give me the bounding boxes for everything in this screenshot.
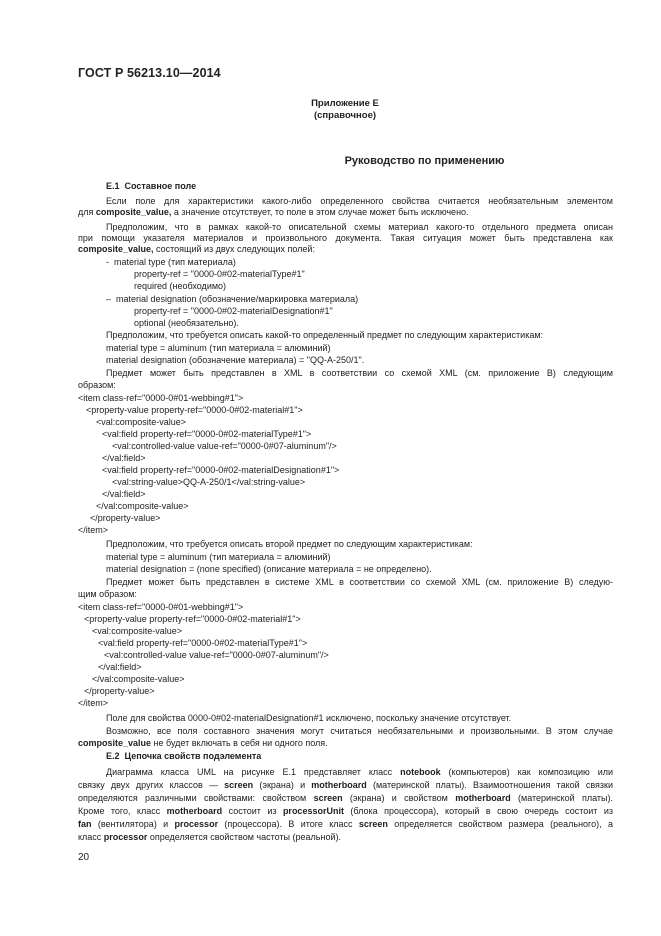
paragraph-line: Предположим, что в рамках какой-то описательной схемы материал какого-то отдельного предмета описан: [106, 222, 613, 232]
paragraph-line: Предмет может быть представлен в системе XML в соответствии со схемой XML (см. приложение В) следую-: [106, 577, 613, 587]
xml-code-line: <val:composite-value>: [96, 417, 187, 427]
xml-code-line: </item>: [78, 698, 109, 708]
xml-code-line: <val:controlled-value value-ref="0000-0#07-aluminum"/>: [112, 441, 337, 451]
document-header: ГОСТ Р 56213.10—2014: [78, 66, 221, 80]
paragraph-line: material designation (обозначение материала) = "QQ-A-250/1".: [106, 355, 365, 365]
list-item: – material designation (обозначение/маркировка материала): [106, 294, 359, 304]
xml-code-line: <val:composite-value>: [92, 626, 183, 636]
xml-code-line: <item class-ref="0000-0#01-webbing#1">: [78, 393, 244, 403]
paragraph-line: связку двух других классов — screen (экрана) и motherboard (материнской платы). Взаимоотношения такой связки: [78, 780, 613, 790]
xml-code-line: <property-value property-ref="0000-0#02-material#1">: [84, 614, 301, 624]
paragraph-line: Возможно, все поля составного значения могут считаться необязательными и произвольными. В этом случае: [106, 726, 613, 736]
section-heading-e1: Е.1 Составное поле: [106, 181, 197, 191]
paragraph-line: Предположим, что требуется описать второй предмет по следующим характеристикам:: [106, 539, 473, 549]
paragraph-line: при помощи указателя материалов и произвольного документа. Такая ситуация может быть представлена как: [78, 233, 613, 243]
xml-code-line: <val:string-value>QQ-A-250/1</val:string-value>: [112, 477, 306, 487]
appendix-title: Руководство по применению: [344, 155, 505, 167]
paragraph-line: Поле для свойства 0000-0#02-materialDesignation#1 исключено, поскольку значение отсутствует.: [106, 713, 512, 723]
paragraph-line: material type = aluminum (тип материала = алюминий): [106, 343, 331, 353]
paragraph-line: щим образом:: [78, 589, 137, 599]
page-number: 20: [78, 852, 90, 863]
paragraph-line: для composite_value, а значение отсутствует, то поле в этом случае может быть исключено.: [78, 207, 469, 217]
xml-code-line: <val:field property-ref="0000-0#02-materialType#1">: [98, 638, 308, 648]
xml-code-line: <val:field property-ref="0000-0#02-materialType#1">: [102, 429, 312, 439]
paragraph-line: composite_value, состоящий из двух следующих полей:: [78, 244, 315, 254]
list-item: - material type (тип материала): [106, 257, 236, 267]
list-item-detail: required (необходимо): [134, 281, 227, 291]
paragraph-line: composite_value не будет включать в себя ни одного поля.: [78, 738, 328, 748]
list-item-detail: property-ref = "0000-0#02-materialType#1": [134, 269, 305, 279]
section-heading-e2: Е.2 Цепочка свойств подэлемента: [106, 751, 262, 761]
xml-code-line: </val:field>: [98, 662, 142, 672]
paragraph-line: класс processor определяется свойством частоты (реальной).: [78, 832, 341, 842]
xml-code-line: <property-value property-ref="0000-0#02-material#1">: [86, 405, 303, 415]
paragraph-line: fan (вентилятора) и processor (процессора). В итоге класс screen определяется свойством размера (реального), а: [78, 819, 613, 829]
xml-code-line: <val:controlled-value value-ref="0000-0#07-aluminum"/>: [104, 650, 329, 660]
paragraph-line: Предположим, что требуется описать какой-то определенный предмет по следующим характеристикам:: [106, 330, 544, 340]
xml-code-line: <val:field property-ref="0000-0#02-materialDesignation#1">: [102, 465, 340, 475]
xml-code-line: </item>: [78, 525, 109, 535]
xml-code-line: <item class-ref="0000-0#01-webbing#1">: [78, 602, 244, 612]
paragraph-line: образом:: [78, 380, 116, 390]
paragraph-line: Диаграмма класса UML на рисунке Е.1 представляет класс notebook (компьютеров) как композицию или: [106, 767, 614, 777]
xml-code-line: </val:composite-value>: [92, 674, 185, 684]
appendix-kind: (справочное): [313, 110, 377, 121]
xml-code-line: </val:field>: [102, 489, 146, 499]
appendix-label: Приложение Е: [311, 98, 379, 109]
paragraph-line: Кроме того, класс motherboard состоит из processorUnit (блока процессора), который в свою очередь состоит из: [78, 806, 614, 816]
xml-code-line: </property-value>: [84, 686, 155, 696]
paragraph-line: Если поле для характеристики какого-либо определенного свойства считается необязательным элементом: [106, 196, 613, 206]
list-item-detail: property-ref = "0000-0#02-materialDesignation#1": [134, 306, 333, 316]
paragraph-line: material type = aluminum (тип материала = алюминий): [106, 552, 331, 562]
paragraph-line: Предмет может быть представлен в XML в соответствии со схемой XML (см. приложение В) следующим: [106, 368, 613, 378]
xml-code-line: </val:field>: [102, 453, 146, 463]
xml-code-line: </property-value>: [90, 513, 161, 523]
paragraph-line: material designation = (none specified) (описание материала = не определено).: [106, 564, 432, 574]
paragraph-line: определяются различными свойствами: свойством screen (экрана) и свойством motherboard (материнской платы).: [78, 793, 613, 803]
xml-code-line: </val:composite-value>: [96, 501, 189, 511]
list-item-detail: optional (необязательно).: [134, 318, 239, 328]
